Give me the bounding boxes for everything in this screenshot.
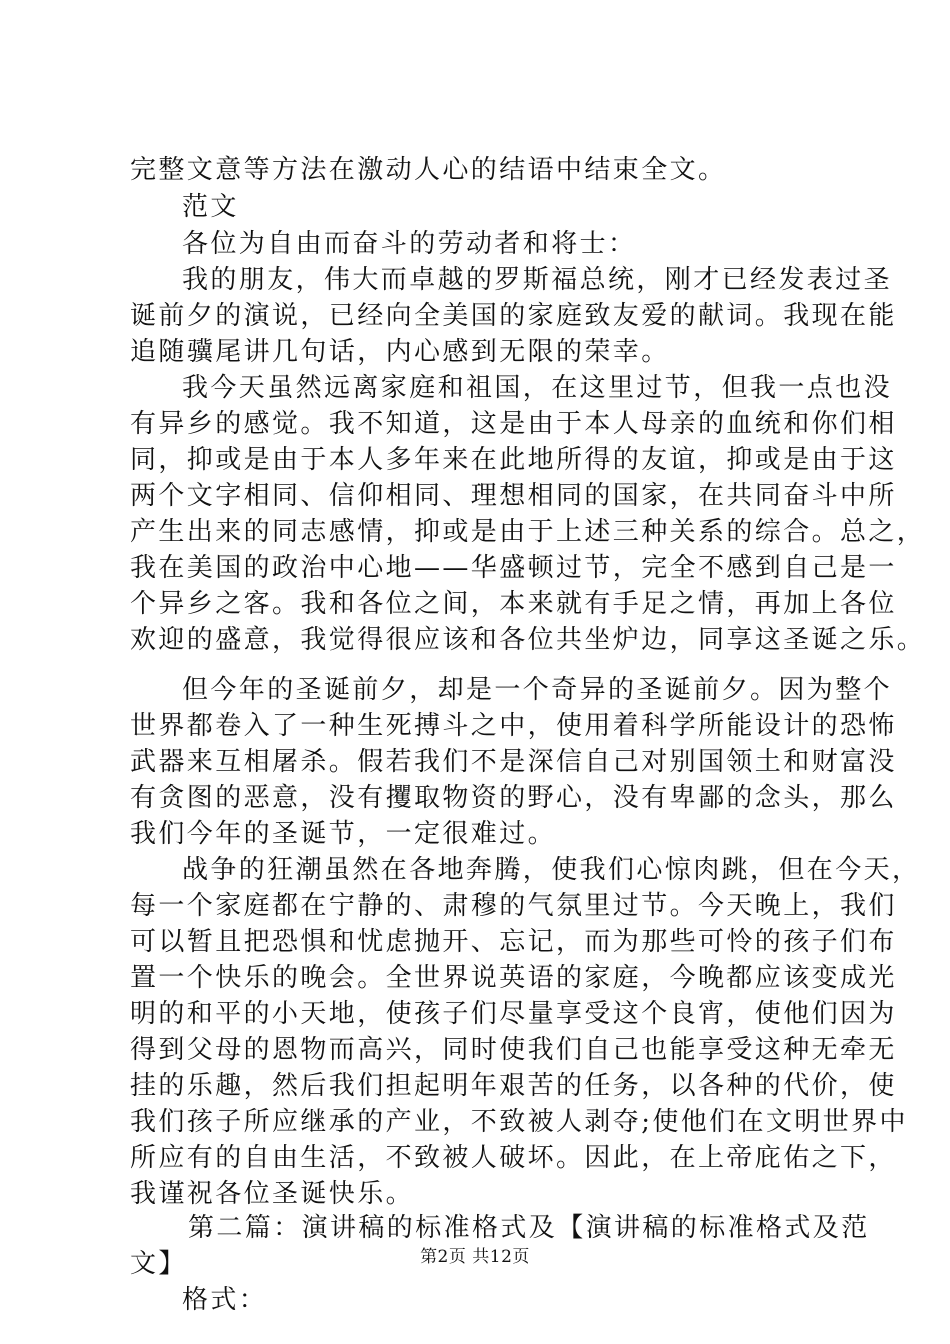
paragraph-line: 得到父母的恩物而高兴，同时使我们自己也能享受这种无牵无 xyxy=(130,1035,897,1065)
text-line: 完整文意等方法在激动人心的结语中结束全文。 xyxy=(130,155,727,185)
paragraph-line: 战争的狂潮虽然在各地奔腾，使我们心惊肉跳，但在今天， xyxy=(182,855,921,885)
paragraph-line: 同，抑或是由于本人多年来在此地所得的友谊，抑或是由于这 xyxy=(130,445,897,475)
paragraph-line: 有贪图的恶意，没有攫取物资的野心，没有卑鄙的念头，那么 xyxy=(130,783,897,813)
section-heading: 文】 xyxy=(130,1249,187,1279)
paragraph-line: 置一个快乐的晚会。全世界说英语的家庭，今晚都应该变成光 xyxy=(130,963,897,993)
paragraph-line: 我谨祝各位圣诞快乐。 xyxy=(130,1179,415,1209)
paragraph-line: 所应有的自由生活，不致被人破坏。因此，在上帝庇佑之下， xyxy=(130,1143,897,1173)
paragraph-line: 我们今年的圣诞节，一定很难过。 xyxy=(130,819,557,849)
page-number-footer: 第2页 共12页 xyxy=(420,1247,530,1267)
paragraph-line: 我的朋友，伟大而卓越的罗斯福总统，刚才已经发表过圣 xyxy=(182,265,893,295)
paragraph-line: 我在美国的政治中心地——华盛顿过节，完全不感到自己是一 xyxy=(130,553,897,583)
section-label-fanwen: 范文 xyxy=(182,192,239,222)
paragraph-line: 追随骥尾讲几句话，内心感到无限的荣幸。 xyxy=(130,337,670,367)
paragraph-line: 每一个家庭都在宁静的、肃穆的气氛里过节。今天晚上，我们 xyxy=(130,891,897,921)
paragraph-line: 有异乡的感觉。我不知道，这是由于本人母亲的血统和你们相 xyxy=(130,409,897,439)
paragraph-line: 我今天虽然远离家庭和祖国，在这里过节，但我一点也没 xyxy=(182,373,893,403)
paragraph-line: 世界都卷入了一种生死搏斗之中，使用着科学所能设计的恐怖 xyxy=(130,711,897,741)
salutation: 各位为自由而奋斗的劳动者和将士： xyxy=(182,229,637,259)
paragraph-line: 我们孩子所应继承的产业，不致被人剥夺;使他们在文明世界中 xyxy=(130,1107,908,1137)
paragraph-line: 但今年的圣诞前夕，却是一个奇异的圣诞前夕。因为整个 xyxy=(182,675,893,705)
paragraph-line: 诞前夕的演说，已经向全美国的家庭致友爱的献词。我现在能 xyxy=(130,301,897,331)
paragraph-line: 挂的乐趣，然后我们担起明年艰苦的任务，以各种的代价，使 xyxy=(130,1071,897,1101)
paragraph-line: 武器来互相屠杀。假若我们不是深信自己对别国领土和财富没 xyxy=(130,747,897,777)
paragraph-line: 两个文字相同、信仰相同、理想相同的国家，在共同奋斗中所 xyxy=(130,481,897,511)
paragraph-line: 个异乡之客。我和各位之间，本来就有手足之情，再加上各位 xyxy=(130,589,897,619)
paragraph-line: 欢迎的盛意，我觉得很应该和各位共坐炉边，同享这圣诞之乐。 xyxy=(130,625,926,655)
paragraph-line: 产生出来的同志感情，抑或是由于上述三种关系的综合。总之， xyxy=(130,517,926,547)
section-heading: 第二篇：演讲稿的标准格式及【演讲稿的标准格式及范 xyxy=(188,1213,870,1243)
format-label: 格式： xyxy=(182,1285,268,1315)
paragraph-line: 明的和平的小天地，使孩子们尽量享受这个良宵，使他们因为 xyxy=(130,999,897,1029)
paragraph-line: 可以暂且把恐惧和忧虑抛开、忘记，而为那些可怜的孩子们布 xyxy=(130,927,897,957)
